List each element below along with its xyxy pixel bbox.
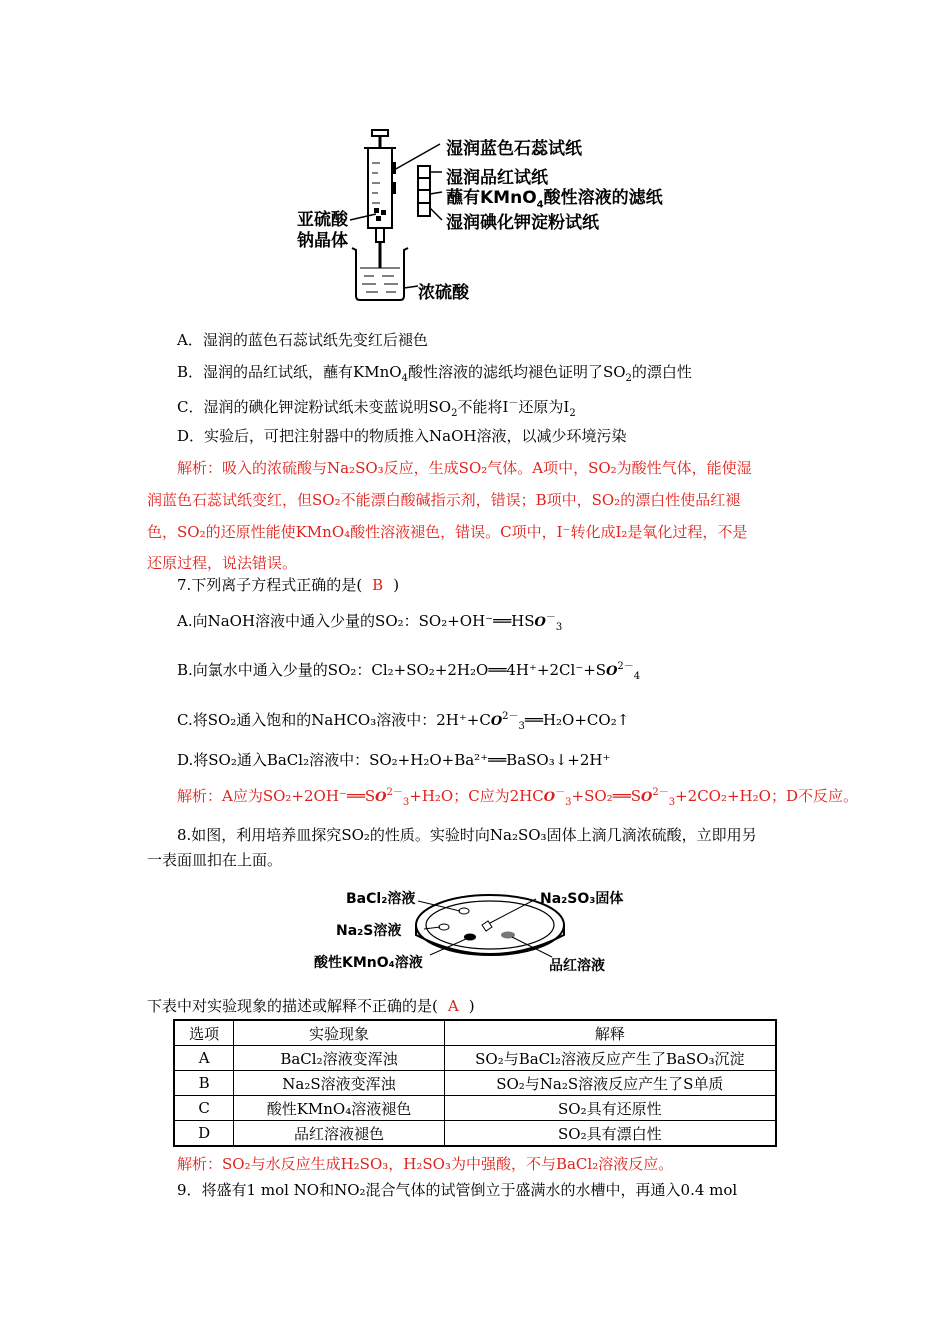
q8-stem-line2: 一表面皿扣在上面。 <box>147 851 283 869</box>
label-ki-starch-paper: 湿润碘化钾淀粉试纸 <box>446 213 599 233</box>
label-litmus-paper: 湿润蓝色石蕊试纸 <box>446 139 582 159</box>
label-kmno4-paper: 蘸有KMnO$_4$酸性溶液的滤纸 <box>446 188 663 211</box>
table-row <box>174 1096 776 1121</box>
q8-stem-line1: 8.如图，利用培养皿探究SO₂的性质。实验时向Na₂SO₃固体上滴几滴浓硫酸，立即用另 <box>177 826 757 844</box>
table-cell: SO₂与Na₂S溶液反应产生了S单质 <box>444 1071 776 1096</box>
q7-stem: 7.下列离子方程式正确的是( B ) <box>177 576 400 594</box>
table-cell: SO₂与BaCl₂溶液反应产生了BaSO₃沉淀 <box>444 1046 776 1071</box>
table-cell: Na₂S溶液变浑浊 <box>234 1071 444 1096</box>
q8-answer: A <box>447 997 459 1015</box>
q7-analysis: 解析：A应为$SO_2+2OH^-══SO^{2-}_3+H_2O$；C应为$2HCO^-_3+SO_2══SO^{2-}_3+2CO_2+H_2O$；D不反应。 <box>177 787 858 808</box>
label-na2s-solution: Na₂S溶液 <box>336 923 402 939</box>
q7-option-c: C.将SO₂通入饱和的NaHCO₃溶液中：$2H^++CO^{2-}_3══H_2O+CO_2↑$ <box>177 711 630 732</box>
q7-option-a: A.向NaOH溶液中通入少量的SO₂：$SO_2+OH^-══HSO^-_3$ <box>177 612 563 633</box>
table-cell: SO₂具有漂白性 <box>444 1121 776 1147</box>
q6-analysis-line4: 还原过程，说法错误。 <box>147 554 298 572</box>
table-header: 选项 <box>174 1020 234 1046</box>
q6-option-b: B．湿润的品红试纸，蘸有KMnO$_4$酸性溶液的滤纸均褪色证明了$SO_2$的漂白性 <box>177 363 692 384</box>
q7-option-d: D.将SO₂通入BaCl₂溶液中：SO₂+H₂O+Ba²⁺══BaSO₃↓+2H⁺ <box>177 751 611 769</box>
table-row <box>174 1046 776 1071</box>
table-cell: BaCl₂溶液变浑浊 <box>234 1046 444 1071</box>
q8-table <box>173 1019 777 1147</box>
q6-analysis-line3: 色，SO₂的还原性能使KMnO₄酸性溶液褪色，错误。C项中，I⁻转化成I₂是氧化过程，不是 <box>147 523 748 541</box>
table-cell: D <box>174 1121 234 1147</box>
label-bacl2-solution: BaCl₂溶液 <box>346 891 416 907</box>
table-cell: 酸性KMnO₄溶液褪色 <box>234 1096 444 1121</box>
table-cell: C <box>174 1096 234 1121</box>
q6-analysis-line1: 解析：吸入的浓硫酸与Na₂SO₃反应，生成SO₂气体。A项中，SO₂为酸性气体，能使湿 <box>177 459 752 477</box>
label-conc-sulfuric-acid: 浓硫酸 <box>418 283 469 303</box>
label-sulfite-line1: 亚硫酸 <box>297 210 348 230</box>
table-header-row <box>174 1020 776 1046</box>
label-sulfite-line2: 钠晶体 <box>297 231 348 251</box>
label-na2so3-solid: Na₂SO₃固体 <box>540 891 624 907</box>
q7-answer: B <box>372 576 384 594</box>
label-pinkred-solution: 品红溶液 <box>549 958 605 974</box>
label-pinkred-paper: 湿润品红试纸 <box>446 168 548 188</box>
q6-option-a: A．湿润的蓝色石蕊试纸先变红后褪色 <box>177 331 428 349</box>
table-cell: 品红溶液褪色 <box>234 1121 444 1147</box>
table-cell: A <box>174 1046 234 1071</box>
q9-stem: 9．将盛有1 mol NO和NO₂混合气体的试管倒立于盛满水的水槽中，再通入0.4 mol <box>177 1181 738 1199</box>
table-row <box>174 1071 776 1096</box>
table-row <box>174 1121 776 1147</box>
q8-analysis: 解析：SO₂与水反应生成H₂SO₃，H₂SO₃为中强酸，不与BaCl₂溶液反应。 <box>177 1155 674 1173</box>
label-kmno4-solution: 酸性KMnO₄溶液 <box>314 955 423 971</box>
table-header: 解释 <box>444 1020 776 1046</box>
q7-option-b: B.向氯水中通入少量的SO₂：$Cl_2+SO_2+2H_2O══4H^++2Cl^-+SO^{2-}_4$ <box>177 661 641 682</box>
table-header: 实验现象 <box>234 1020 444 1046</box>
q6-option-c: C．湿润的碘化钾淀粉试纸未变蓝说明$SO_2$不能将I－还原为$I_2$ <box>177 398 576 419</box>
q8-question: 下表中对实验现象的描述或解释不正确的是( A ) <box>147 997 475 1015</box>
q6-analysis-line2: 润蓝色石蕊试纸变红，但SO₂不能漂白酸碱指示剂，错误；B项中，SO₂的漂白性使品红褪 <box>147 491 741 509</box>
table-cell: B <box>174 1071 234 1096</box>
table-cell: SO₂具有还原性 <box>444 1096 776 1121</box>
q6-option-d: D．实验后，可把注射器中的物质推入NaOH溶液，以减少环境污染 <box>177 427 627 445</box>
